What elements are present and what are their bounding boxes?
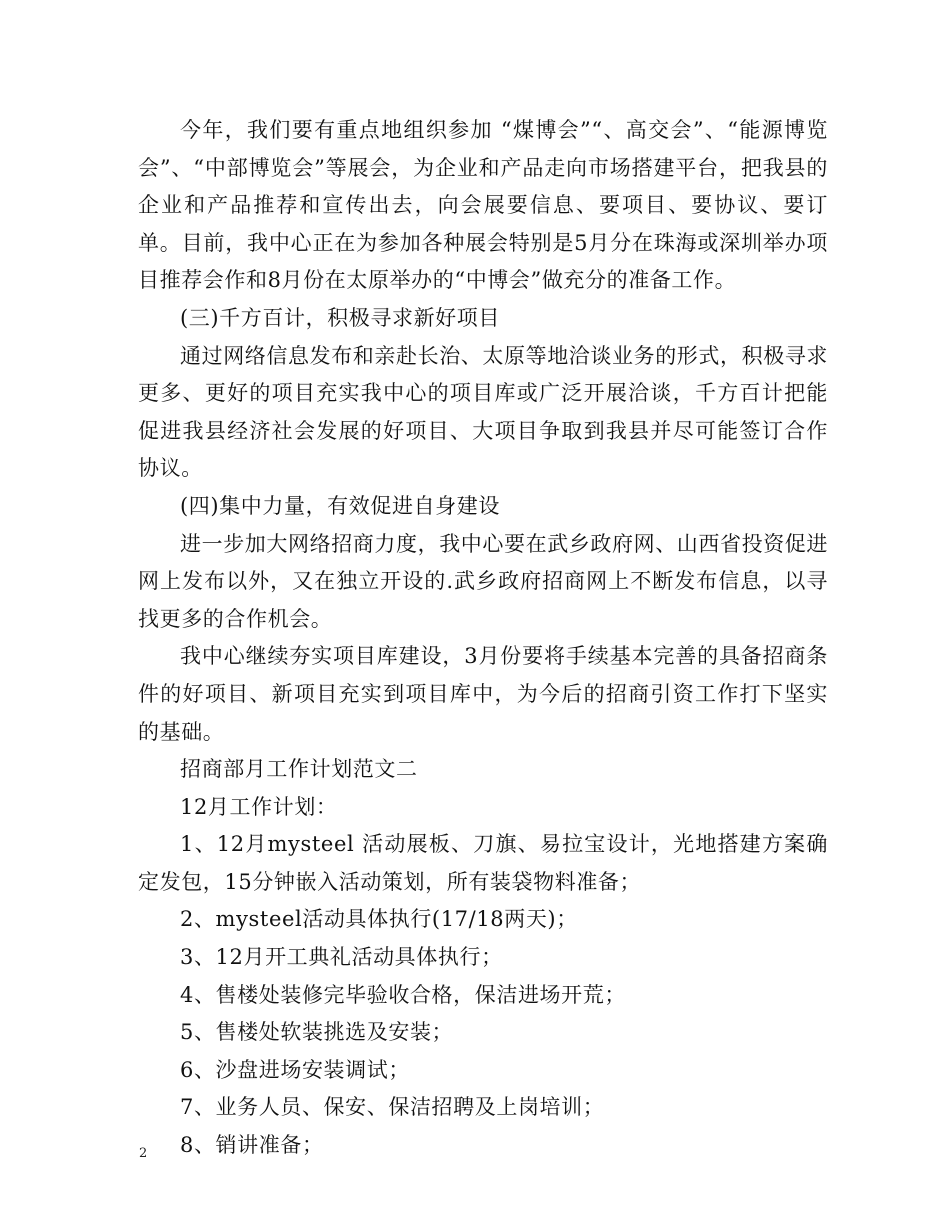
- list-item: 7、业务人员、保安、保洁招聘及上岗培训；: [180, 1095, 605, 1120]
- paragraph-project-search: 通过网络信息发布和亲赴长治、太原等地洽谈业务的形式，积极寻求更多、更好的项目充实我中心的项目库或广泛开展洽谈，千方百计把能促进我县经济社会发展的好项目、大项目争取到我县并尽可能签订合作协议。: [138, 343, 828, 481]
- list-item: 8、销讲准备；: [180, 1133, 324, 1158]
- list-item: 2、mysteel活动具体执行(17/18两天)；: [180, 907, 578, 932]
- paragraph-expo-plan: 今年，我们要有重点地组织参加 “煤博会”“、高交会”、“能源博览会”、“中部博览会”等展会，为企业和产品走向市场搭建平台，把我县的企业和产品推荐和宣传出去，向会展要信息、要项目、要协议、要订单。目前，我中心正在为参加各种展会特别是5月分在珠海或深圳举办项目推荐会作和8月份在太原举办的“中博会”做充分的准备工作。: [138, 118, 828, 293]
- list-item: 1、12月mysteel 活动展板、刀旗、易拉宝设计，光地搭建方案确定发包，15分钟嵌入活动策划，所有装袋物料准备；: [138, 832, 828, 894]
- list-item: 3、12月开工典礼活动具体执行；: [180, 945, 503, 970]
- list-item: 4、售楼处装修完毕验收合格，保洁进场开荒；: [180, 982, 626, 1007]
- plan-heading: 12月工作计划：: [180, 794, 338, 819]
- section-heading-3: (三)千方百计，积极寻求新好项目: [180, 305, 500, 330]
- paragraph-network-investment: 进一步加大网络招商力度，我中心要在武乡政府网、山西省投资促进网上发布以外，又在独立开设的.武乡政府招商网上不断发布信息，以寻找更多的合作机会。: [138, 531, 828, 631]
- list-item: 5、售楼处软装挑选及安装；: [180, 1020, 454, 1045]
- section-heading-4: (四)集中力量，有效促进自身建设: [180, 493, 500, 518]
- paragraph-project-library: 我中心继续夯实项目库建设，3月份要将手续基本完善的具备招商条件的好项目、新项目充实到项目库中，为今后的招商引资工作打下坚实的基础。: [138, 644, 828, 744]
- sample-title: 招商部月工作计划范文二: [180, 757, 418, 782]
- list-item: 6、沙盘进场安装调试；: [180, 1057, 410, 1082]
- page-number: 2: [139, 1146, 148, 1161]
- document-body: [138, 112, 828, 1165]
